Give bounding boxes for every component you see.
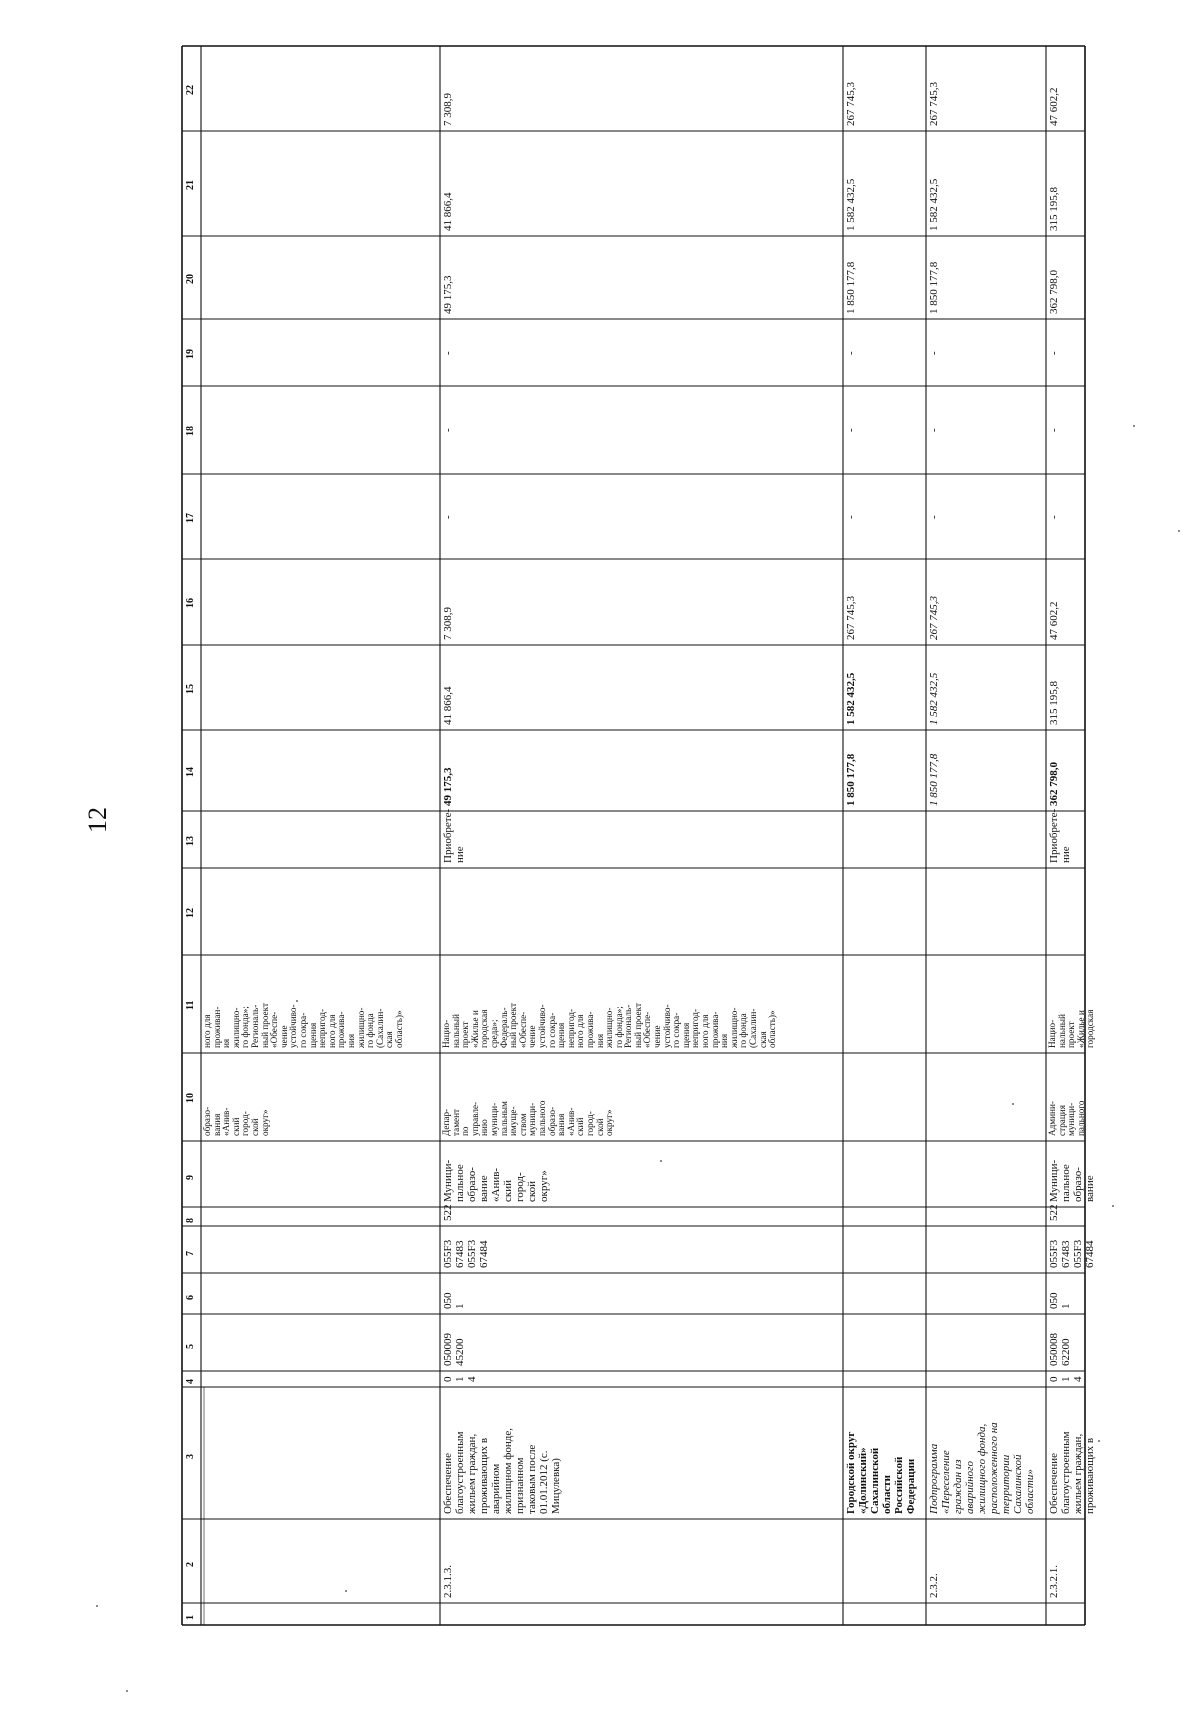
row-5-col-22: 47 602,2	[1048, 87, 1060, 126]
row-3-col-18: -	[845, 428, 857, 432]
scan-speck	[1178, 530, 1180, 532]
column-number-3: 3	[185, 1454, 196, 1459]
row-2-col-19: -	[442, 350, 454, 355]
column-number-21: 21	[185, 179, 196, 190]
row-4-col-17: -	[928, 514, 940, 519]
row-5-col-14: 362 798,0	[1048, 762, 1060, 806]
row-5-col-16: 47 602,2	[1048, 601, 1060, 640]
row-5-col-2: 2.3.2.1.	[1048, 1565, 1060, 1598]
column-number-9: 9	[185, 1175, 196, 1180]
row-5-col-8: 522	[1048, 1204, 1060, 1221]
column-number-19: 19	[185, 348, 196, 359]
row-3-col-16: 267 745,3	[845, 596, 857, 640]
row-3-col-22: 267 745,3	[845, 82, 857, 126]
row-5-col-10: Админи- страция муници- пального	[1047, 1100, 1086, 1136]
column-number-15: 15	[185, 683, 196, 694]
scan-speck	[1133, 425, 1135, 427]
row-5-col-20: 362 798,0	[1048, 270, 1060, 314]
row-5-col-9: Муници- пальное образо- вание	[1048, 1159, 1096, 1202]
row-4-col-16: 267 745,3	[928, 596, 940, 640]
row-2-col-16: 7 308,9	[442, 607, 454, 640]
row-2-col-18: -	[442, 428, 454, 432]
row-2-col-4: 0 1 4	[442, 1376, 478, 1382]
row-2-col-8: 522	[442, 1204, 454, 1221]
row-1-col-10: образо- вания «Анив- ский город- ской округ»	[202, 1106, 270, 1136]
column-number-1: 1	[185, 1615, 196, 1620]
row-5-col-19: -	[1048, 350, 1060, 355]
column-number-22: 22	[185, 84, 196, 95]
column-number-11: 11	[185, 1000, 196, 1010]
row-3-col-21: 1 582 432,5	[845, 178, 857, 231]
row-2-col-14: 49 175,3	[442, 767, 454, 806]
row-4-col-21: 1 582 432,5	[928, 178, 940, 231]
scan-speck	[660, 1160, 662, 1162]
row-5-col-13: Приобрете- ние	[1048, 808, 1072, 863]
row-2-col-9: Муници- пальное образо- вание «Анив- ский город- ской округ»	[442, 1159, 550, 1202]
row-3-col-19: -	[845, 350, 857, 355]
row-5-col-15: 315 195,8	[1048, 681, 1060, 725]
scan-speck	[1112, 1205, 1114, 1207]
row-3-col-15: 1 582 432,5	[845, 672, 857, 725]
row-1-col-11: ного для проживан- ия жилищно- го фонда»; Региональ- ный проект «Обеспе- чение устойчиво- го сокра- щения непригод- ного для прожива- ния жилищно- го фонда (Сахалин- ская область)»	[202, 1003, 404, 1048]
column-number-7: 7	[185, 1250, 196, 1256]
column-number-18: 18	[185, 426, 196, 436]
column-number-10: 10	[185, 1093, 196, 1103]
row-2-col-13: Приобрете- ние	[442, 808, 466, 863]
column-number-4: 4	[185, 1379, 196, 1384]
column-number-16: 16	[185, 598, 196, 608]
row-3-col-3: Городской округ «Долинский» Сахалинской области Российской Федерации	[845, 1431, 917, 1514]
scan-speck	[296, 1000, 298, 1002]
row-2-col-11: Нацио- нальный проект «Жилье и городская среда»; Федераль- ный проект «Обеспе- чение устойчиво- го сокра- щения непригод- ного для прожива- ния жилищно- го фонда»; Региональ- ный проект «Обеспе- чение устойчиво- го сокра- щения непригод- ного для прожива- ния жилищно- го фонда (Сахалин- ская область)»	[441, 1003, 778, 1048]
column-number-14: 14	[185, 766, 196, 777]
row-2-col-20: 49 175,3	[442, 275, 454, 314]
row-4-col-19: -	[928, 350, 940, 355]
row-2-col-15: 41 866,4	[442, 686, 454, 725]
row-2-col-7: 055F3 67483 055F3 67484	[442, 1239, 490, 1268]
row-2-col-6: 050 1	[442, 1292, 466, 1309]
row-4-col-20: 1 850 177,8	[928, 261, 940, 314]
row-2-col-3: Обеспечение благоустроенным жильем граждан, проживающих в аварийном жилищном фонде, признанном таковым после 01.01.2012 (с. Мицулевка)	[442, 1428, 562, 1514]
row-5-col-17: -	[1048, 514, 1060, 519]
row-5-col-3: Обеспечение благоустроенным жильем граждан, проживающих в	[1048, 1431, 1096, 1514]
scan-speck	[1098, 1440, 1100, 1442]
row-3-col-20: 1 850 177,8	[845, 261, 857, 314]
page-number: 12	[83, 807, 112, 833]
row-2-col-5: 050009 45200	[442, 1333, 466, 1366]
row-4-col-14: 1 850 177,8	[928, 753, 940, 806]
scan-speck	[126, 1690, 128, 1692]
row-2-col-10: Депар- тамент по управле- нию муници- пальным имуще- ством муници- пального образо- вания «Анив- ский город- ской округ»	[441, 1100, 615, 1136]
column-number-6: 6	[185, 1294, 196, 1300]
column-number-17: 17	[185, 512, 196, 523]
row-4-col-22: 267 745,3	[928, 82, 940, 126]
column-number-13: 13	[185, 835, 196, 846]
row-5-col-4: 0 1 4	[1048, 1376, 1084, 1382]
scan-speck	[96, 1605, 98, 1607]
row-5-col-6: 050 1	[1048, 1292, 1072, 1309]
row-3-col-17: -	[845, 514, 857, 519]
row-2-col-2: 2.3.1.3.	[442, 1565, 454, 1598]
column-number-5: 5	[185, 1343, 196, 1349]
column-number-2: 2	[185, 1562, 196, 1567]
row-2-col-22: 7 308,9	[442, 93, 454, 126]
row-3-col-14: 1 850 177,8	[845, 753, 857, 806]
row-4-col-2: 2.3.2.	[928, 1573, 940, 1598]
row-5-col-21: 315 195,8	[1048, 187, 1060, 231]
row-5-col-5: 050008 62200	[1048, 1333, 1072, 1366]
row-4-col-18: -	[928, 428, 940, 432]
column-number-8: 8	[185, 1217, 196, 1223]
row-4-col-15: 1 582 432,5	[928, 672, 940, 725]
column-number-12: 12	[185, 907, 196, 918]
row-5-col-11: Нацио- нальный проект «Жилье и городская	[1047, 1009, 1096, 1048]
column-number-20: 20	[185, 273, 196, 284]
row-2-col-21: 41 866,4	[442, 192, 454, 231]
row-5-col-7: 055F3 67483 055F3 67484	[1048, 1239, 1096, 1268]
row-4-col-3: Подпрограмма «Переселение граждан из аварийного жилищного фонда, расположенного на территории Сахалинской области»	[928, 1422, 1036, 1514]
row-2-col-17: -	[442, 514, 454, 519]
row-5-col-18: -	[1048, 428, 1060, 432]
scan-speck	[345, 1590, 347, 1592]
scan-speck	[1012, 1103, 1014, 1105]
